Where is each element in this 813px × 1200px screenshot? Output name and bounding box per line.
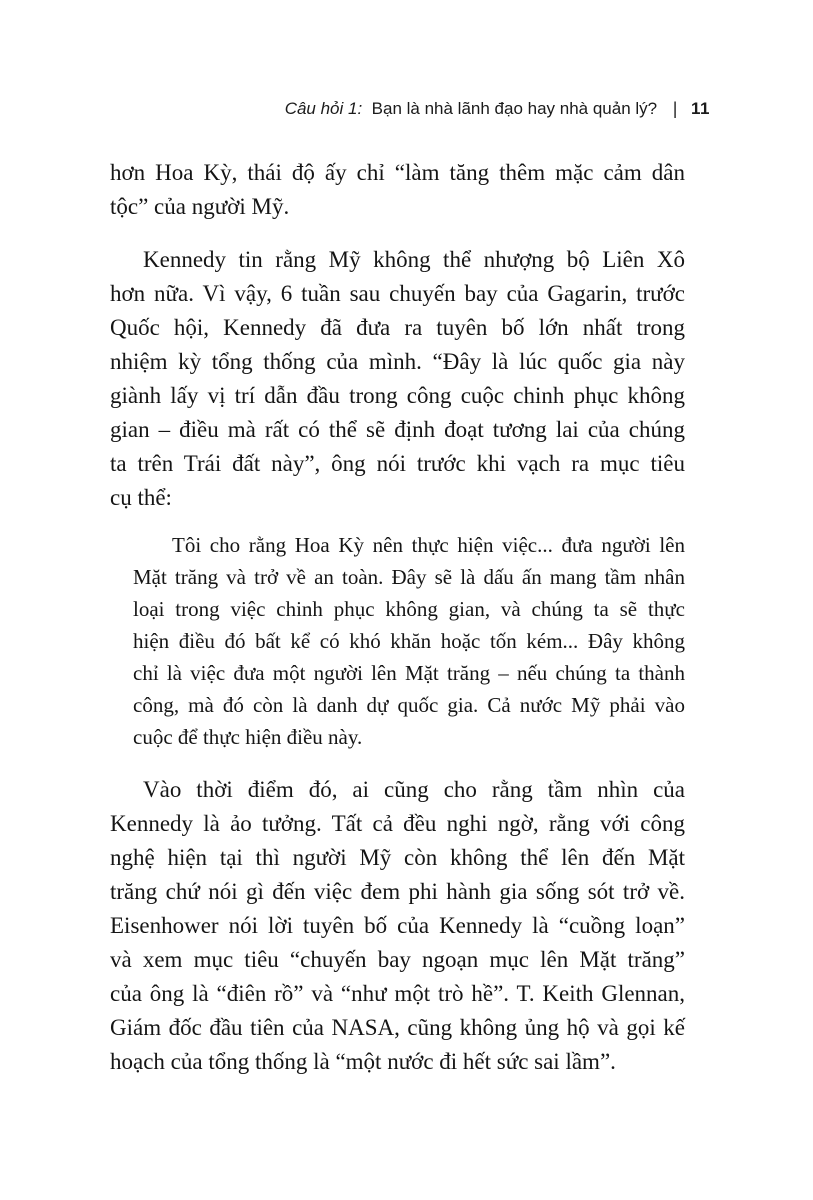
text-line: và xem mục tiêu “chuyến bay ngoạn mục lên Mặt trăng” bbox=[110, 947, 685, 972]
header-separator: | bbox=[672, 98, 678, 119]
text-line: hoạch của tổng thống là “một nước đi hết sức sai lầm”. bbox=[110, 1049, 616, 1074]
text-line: giành lấy vị trí dẫn đầu trong công cuộc chinh phục không bbox=[110, 383, 685, 408]
text-line: hiện điều đó bất kể có khó khăn hoặc tốn kém... Đây không bbox=[133, 629, 685, 653]
text-line: hơn nữa. Vì vậy, 6 tuần sau chuyến bay của Gagarin, trước bbox=[110, 281, 685, 306]
text-line: Eisenhower nói lời tuyên bố của Kennedy là “cuồng loạn” bbox=[110, 913, 685, 938]
text-line: hơn Hoa Kỳ, thái độ ấy chỉ “làm tăng thêm mặc cảm dân bbox=[110, 160, 685, 185]
text-line: Vào thời điểm đó, ai cũng cho rằng tầm nhìn của bbox=[143, 777, 685, 802]
text-line: Giám đốc đầu tiên của NASA, cũng không ủng hộ và gọi kế bbox=[110, 1015, 685, 1040]
text-line: công, mà đó còn là danh dự quốc gia. Cả nước Mỹ phải vào bbox=[133, 693, 685, 717]
text-line: Tôi cho rằng Hoa Kỳ nên thực hiện việc... đưa người lên bbox=[172, 533, 685, 557]
running-head bbox=[0, 97, 710, 121]
text-line: cụ thể: bbox=[110, 485, 172, 510]
text-line: của ông là “điên rồ” và “như một trò hề”. T. Keith Glennan, bbox=[110, 981, 685, 1006]
page-number: 11 bbox=[691, 99, 710, 118]
text-line: cuộc để thực hiện điều này. bbox=[133, 725, 363, 749]
text-line: trăng chứ nói gì đến việc đem phi hành gia sống sót trở về. bbox=[110, 879, 685, 904]
text-line: loại trong việc chinh phục không gian, và chúng ta sẽ thực bbox=[133, 597, 685, 621]
text-line: ta trên Trái đất này”, ông nói trước khi vạch ra mục tiêu bbox=[110, 451, 685, 476]
chapter-title: Bạn là nhà lãnh đạo hay nhà quản lý? bbox=[371, 99, 658, 118]
text-line: chỉ là việc đưa một người lên Mặt trăng – nếu chúng ta thành bbox=[133, 661, 685, 685]
block-quote-kennedy bbox=[133, 529, 685, 753]
chapter-label: Câu hỏi 1: bbox=[284, 99, 363, 118]
text-line: nghệ hiện tại thì người Mỹ còn không thể lên đến Mặt bbox=[110, 845, 685, 870]
text-line: Quốc hội, Kennedy đã đưa ra tuyên bố lớn nhất trong bbox=[110, 315, 685, 340]
paragraph-continuation bbox=[110, 156, 685, 224]
text-line: Kennedy tin rằng Mỹ không thể nhượng bộ Liên Xô bbox=[143, 247, 685, 272]
text-line: gian – điều mà rất có thể sẽ định đoạt tương lai của chúng bbox=[110, 417, 685, 442]
text-line: nhiệm kỳ tổng thống của mình. “Đây là lúc quốc gia này bbox=[110, 349, 685, 374]
text-line: Mặt trăng và trở về an toàn. Đây sẽ là dấu ấn mang tầm nhân bbox=[133, 565, 685, 589]
paragraph-kennedy-statement bbox=[110, 243, 685, 515]
paragraph-reactions bbox=[110, 773, 685, 1079]
text-line: Kennedy là ảo tưởng. Tất cả đều nghi ngờ, rằng với công bbox=[110, 811, 685, 836]
text-line: tộc” của người Mỹ. bbox=[110, 194, 290, 219]
